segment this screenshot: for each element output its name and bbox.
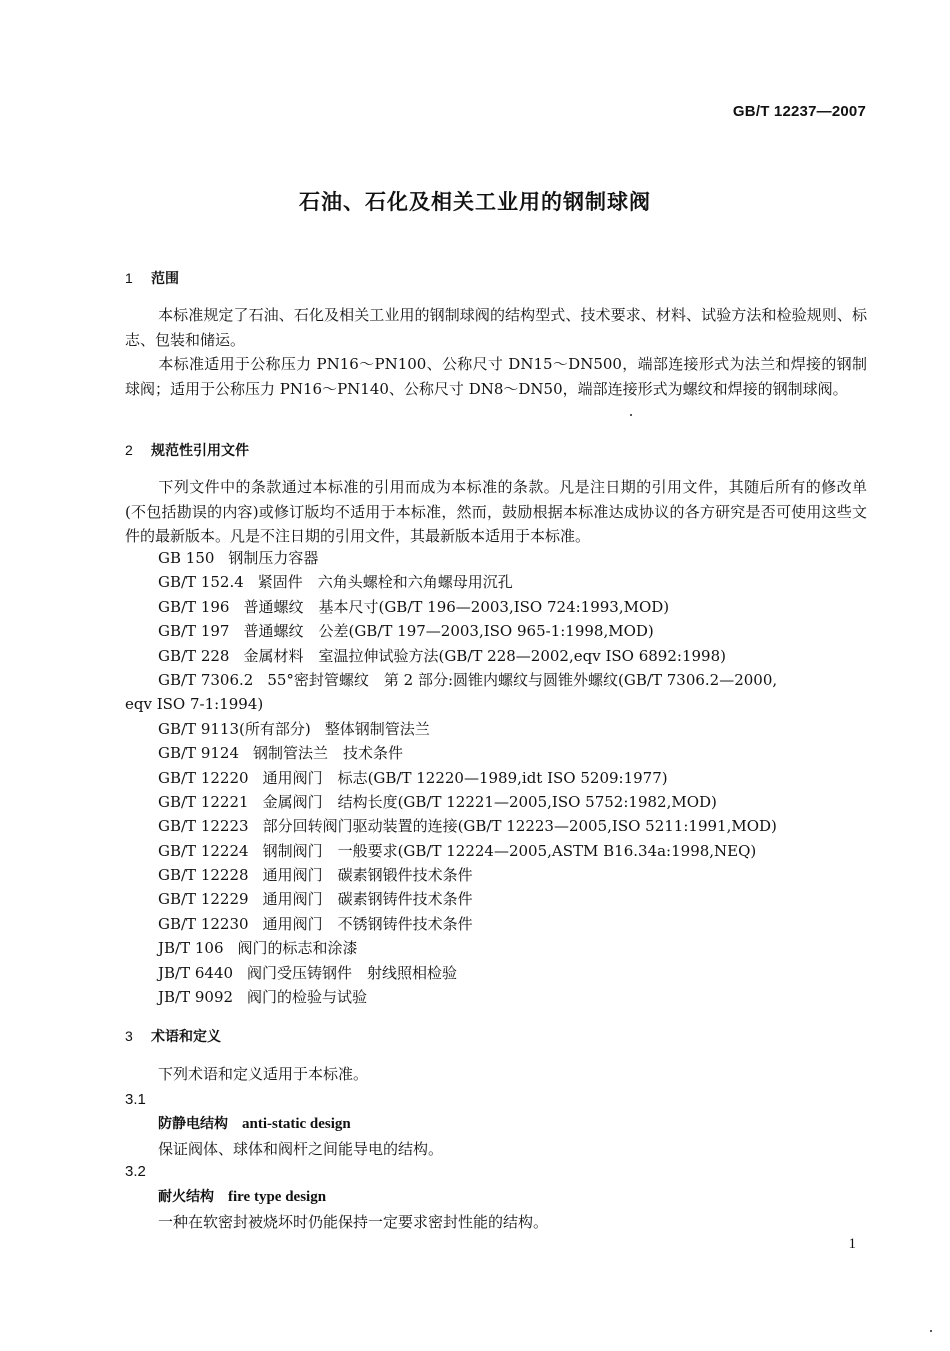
section-title: 规范性引用文件 [151,443,249,459]
reference-item-continuation: eqv ISO 7-1:1994) [125,695,264,714]
reference-item: GB/T 9113(所有部分) 整体钢制管法兰 [158,719,430,738]
reference-item: GB/T 12229 通用阀门 碳素钢铸件技术条件 [158,890,473,909]
reference-item: GB/T 152.4 紧固件 六角头螺栓和六角螺母用沉孔 [158,573,513,592]
section-1-heading [125,268,179,288]
reference-item: GB 150 钢制压力容器 [158,549,319,567]
reference-item: GB/T 197 普通螺纹 公差(GB/T 197—2003,ISO 965-1:1998,MOD) [158,622,654,641]
section-2-intro: 下列文件中的条款通过本标准的引用而成为本标准的条款。凡是注日期的引用文件，其随后所有的修改单(不包括勘误的内容)或修订版均不适用于本标准，然而，鼓励根据本标准达成协议的各方研究是否可使用这些文件的最新版本。凡是不注日期的引用文件，其最新版本适用于本标准。 [125,478,867,545]
section-3-heading [125,1026,221,1046]
section-title: 范围 [151,271,179,287]
section-title: 术语和定义 [151,1029,221,1045]
section-1-paragraph-1: 本标准规定了石油、石化及相关工业用的钢制球阀的结构型式、技术要求、材料、试验方法和检验规则、标志、包装和储运。 [125,306,867,349]
reference-item: JB/T 6440 阀门受压铸钢件 射线照相检验 [158,963,458,982]
term-heading [158,1113,351,1133]
term-definition: 保证阀体、球体和阀杆之间能导电的结构。 [158,1140,444,1158]
reference-item: GB/T 12228 通用阀门 碳素钢锻件技术条件 [158,866,473,885]
reference-item: JB/T 9092 阀门的检验与试验 [158,988,368,1007]
reference-item: GB/T 7306.2 55°密封管螺纹 第 2 部分:圆锥内螺纹与圆锥外螺纹(GB/T 7306.2—2000, [158,670,778,689]
section-number: 3 [125,1028,133,1044]
section-1-paragraph-2: 本标准适用于公称压力 PN16～PN100、公称尺寸 DN15～DN500，端部连接形式为法兰和焊接的钢制球阀；适用于公称压力 PN16～PN140、公称尺寸 DN8～DN50，端部连接形式为螺纹和焊接的钢制球阀。 [125,355,867,398]
scan-speck [930,1330,932,1332]
reference-item: GB/T 12221 金属阀门 结构长度(GB/T 12221—2005,ISO 5752:1982,MOD) [158,792,717,811]
reference-item: GB/T 196 普通螺纹 基本尺寸(GB/T 196—2003,ISO 724:1993,MOD) [158,597,670,616]
page-number: 1 [848,1236,856,1252]
reference-item: GB/T 12223 部分回转阀门驱动装置的连接(GB/T 12223—2005,ISO 5211:1991,MOD) [158,817,777,836]
reference-item: GB/T 12230 通用阀门 不锈钢铸件技术条件 [158,914,473,933]
term-zh: 防静电结构 [158,1116,228,1132]
normative-reference-list [125,546,885,1009]
reference-item: GB/T 12220 通用阀门 标志(GB/T 12220—1989,idt ISO 5209:1977) [158,768,668,787]
document-title: 石油、石化及相关工业用的钢制球阀 [299,190,651,214]
section-number: 1 [125,270,133,286]
reference-item: GB/T 12224 钢制阀门 一般要求(GB/T 12224—2005,ASTM B16.34a:1998,NEQ) [158,841,757,860]
term-number: 3.1 [125,1091,146,1108]
section-2-heading [125,440,249,460]
section-3-intro: 下列术语和定义适用于本标准。 [158,1065,369,1083]
reference-item: GB/T 228 金属材料 室温拉伸试验方法(GB/T 228—2002,eqv ISO 6892:1998) [158,646,726,665]
term-en: fire type design [228,1189,327,1205]
term-definition: 一种在软密封被烧坏时仍能保持一定要求密封性能的结构。 [158,1213,549,1231]
scan-speck [630,414,632,416]
term-zh: 耐火结构 [158,1189,214,1205]
reference-item: JB/T 106 阀门的标志和涂漆 [158,939,358,958]
reference-item: GB/T 9124 钢制管法兰 技术条件 [158,744,404,763]
term-en: anti-static design [242,1116,351,1132]
section-number: 2 [125,442,133,458]
standard-code: GB/T 12237—2007 [732,103,866,120]
term-heading [158,1186,326,1206]
term-number: 3.2 [125,1163,146,1180]
